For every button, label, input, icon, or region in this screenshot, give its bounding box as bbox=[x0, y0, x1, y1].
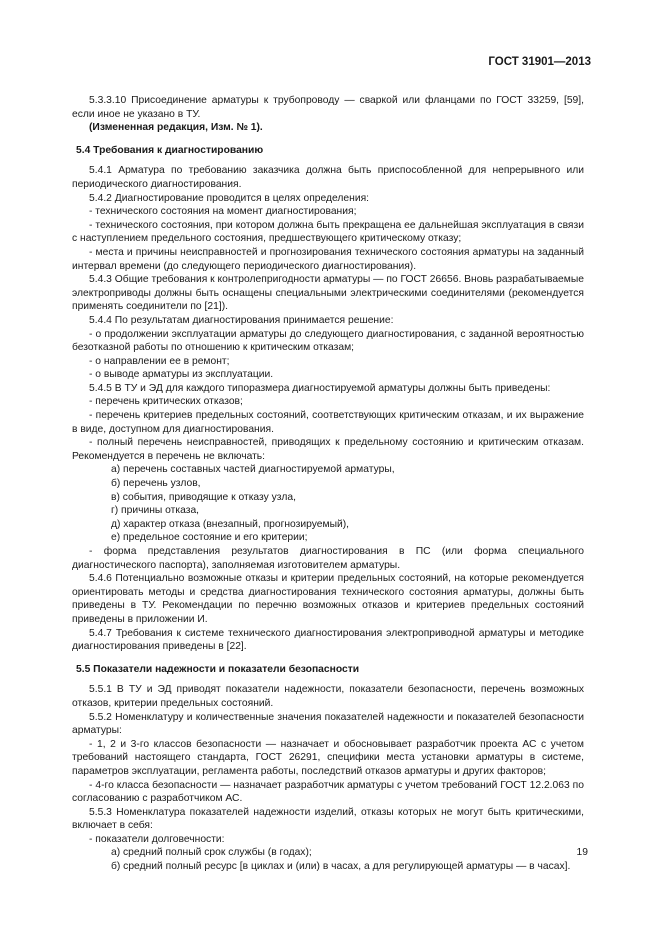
list-item: г) причины отказа, bbox=[111, 505, 200, 517]
paragraph: 5.4.3 Общие требования к контролепригодности арматуры — по ГОСТ 26656. Вновь разрабатываемые электроприводы должны быть оснащены специальными электрическими соединителями (рекомендуется применять соединители по [21]). bbox=[72, 274, 584, 313]
paragraph: - места и причины неисправностей и прогнозирования технического состояния арматуры на заданный интервал времени (до следующего периодического диагностирования). bbox=[72, 246, 584, 272]
paragraph: - о выводе арматуры из эксплуатации. bbox=[89, 369, 274, 381]
paragraph: 5.4.1 Арматура по требованию заказчика должна быть приспособленной для непрерывного или периодического диагностирования. bbox=[72, 165, 584, 190]
paragraph: - показатели долговечности: bbox=[89, 833, 225, 845]
paragraph: - технического состояния на момент диагностирования; bbox=[89, 206, 357, 218]
paragraph: 5.5.3 Номенклатура показателей надежности изделий, отказы которых не могут быть критическими, включает в себя: bbox=[72, 806, 584, 832]
paragraph: 5.4.6 Потенциально возможные отказы и критерии предельных состояний, на которые рекомендуется ориентировать методы и средства диагностирования технического состояния арматуры, должны быть приведены в ТУ. Рекомендации по перечню возможных отказов и критериев предельных состояний приведены в приложении И. bbox=[72, 573, 584, 625]
paragraph: - технического состояния, при котором должна быть прекращена ее дальнейшая эксплуатация в связи с наступлением предельного состояния, предшествующего критическому отказу; bbox=[72, 219, 584, 245]
paragraph: 5.4.7 Требования к системе технического диагностирования электроприводной арматуры и методике диагностирования приведены в [22]. bbox=[72, 627, 584, 653]
section-heading: 5.5 Показатели надежности и показатели безопасности bbox=[76, 663, 360, 675]
paragraph: - о направлении ее в ремонт; bbox=[89, 355, 230, 367]
paragraph: - 1, 2 и 3-го классов безопасности — назначает и обосновывает разработчик проекта АС с учетом требований настоящего стандарта, ГОСТ 26291, специфики места установки арматуры в системе, параметров эксплуатации, регламента работы, последствий отказов арматуры и других факторов; bbox=[72, 738, 584, 777]
paragraph: - 4-го класса безопасности — назначает разработчик арматуры с учетом требований ГОСТ 12.2.063 по согласованию с разработчиком АС. bbox=[72, 779, 584, 805]
page-body bbox=[72, 94, 584, 874]
paragraph: - о продолжении эксплуатации арматуры до следующего диагностирования, с заданной вероятностью безотказной работы по отношению к критическим отказам; bbox=[72, 328, 584, 354]
list-item: д) характер отказа (внезапный, прогнозируемый), bbox=[111, 518, 350, 530]
paragraph: 5.4.5 В ТУ и ЭД для каждого типоразмера диагностируемой арматуры должны быть приведены: bbox=[89, 382, 551, 394]
paragraph: 5.5.1 В ТУ и ЭД приводят показатели надежности, показатели безопасности, перечень возможных отказов, критерии предельных состояний. bbox=[72, 684, 584, 709]
revision-note: (Измененная редакция, Изм. № 1). bbox=[89, 122, 263, 134]
section-heading: 5.4 Требования к диагностированию bbox=[76, 144, 264, 156]
paragraph: 5.3.3.10 Присоединение арматуры к трубопроводу — сваркой или фланцами по ГОСТ 33259, [59], если иное не указано в ТУ. bbox=[72, 95, 584, 120]
list-item: а) перечень составных частей диагностируемой арматуры, bbox=[111, 464, 395, 476]
paragraph: - перечень критериев предельных состояний, соответствующих критическим отказам, и их выражение в виде, доступном для диагностирования. bbox=[72, 410, 584, 435]
paragraph: - полный перечень неисправностей, приводящих к предельному состоянию и критическим отказам. Рекомендуется в перечень не включать: bbox=[72, 437, 584, 462]
list-item: в) события, приводящие к отказу узла, bbox=[111, 491, 297, 503]
paragraph: 5.4.4 По результатам диагностирования принимается решение: bbox=[89, 314, 394, 326]
paragraph: 5.5.2 Номенклатуру и количественные значения показателей надежности и показателей безопасности арматуры: bbox=[72, 711, 584, 737]
paragraph: - перечень критических отказов; bbox=[89, 396, 243, 408]
list-item: а) средний полный срок службы (в годах); bbox=[111, 847, 312, 859]
page-number: 19 bbox=[576, 847, 588, 858]
document-header: ГОСТ 31901—2013 bbox=[488, 56, 591, 68]
list-item: е) предельное состояние и его критерии; bbox=[111, 532, 308, 544]
list-item: б) перечень узлов, bbox=[111, 478, 201, 490]
list-item: б) средний полный ресурс [в циклах и (или) в часах, а для регулирующей арматуры — в часах]. bbox=[111, 861, 571, 873]
paragraph: - форма представления результатов диагностирования в ПС (или форма специального диагностического паспорта), заполняемая изготовителем арматуры. bbox=[72, 546, 584, 571]
paragraph: 5.4.2 Диагностирование проводится в целях определения: bbox=[89, 192, 370, 204]
